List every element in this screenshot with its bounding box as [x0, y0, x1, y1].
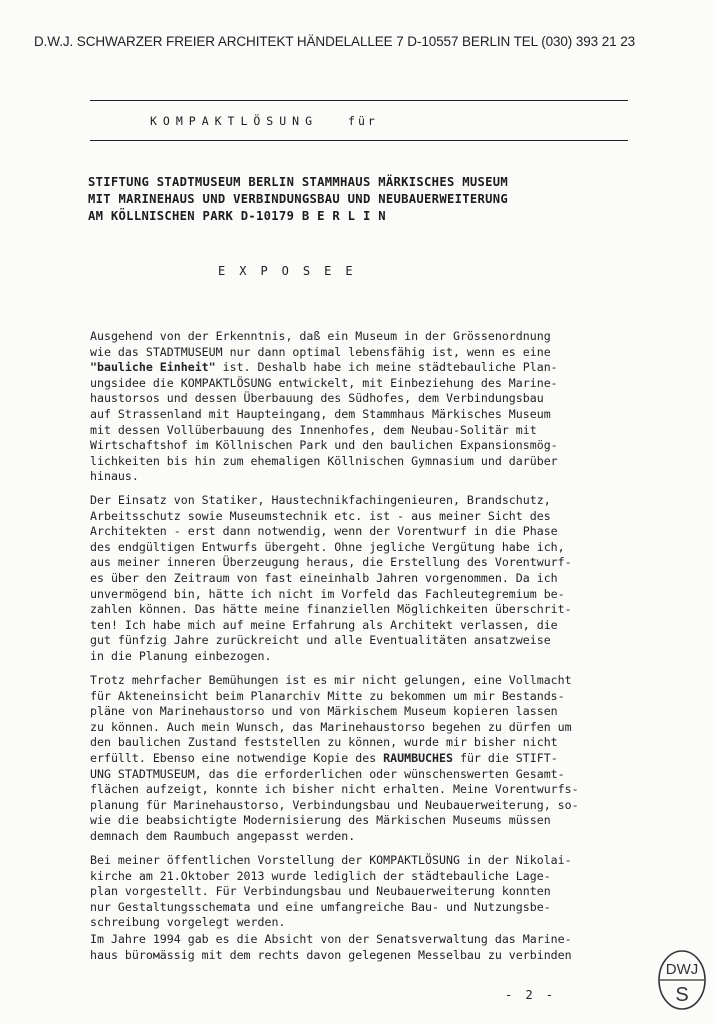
- paragraph-2: [90, 493, 690, 665]
- text-line: pläne von Marinehaustorso und von Märkischem Museum kopieren lassen: [90, 704, 558, 719]
- text-line: zahlen können. Das hätte meine finanziellen Möglichkeiten überschrit-: [90, 602, 572, 617]
- text-line: Trotz mehrfacher Bemühungen ist es mir nicht gelungen, eine Vollmacht: [90, 673, 572, 687]
- text-line: in die Planung einbezogen.: [90, 648, 272, 663]
- text-line: haus bürомässig mit dem rechts davon gelegenen Messelbau zu verbinden: [90, 947, 572, 962]
- stamp-line-2: S: [675, 984, 689, 1006]
- paragraph-5: [90, 932, 690, 963]
- text-line: unvermögend bin, hätte ich nicht im Vorfeld das Fachleutegremium be-: [90, 586, 565, 601]
- text-line: es über den Zeitraum von fast eineinhalb Jahren vorgenommen. Da ich: [90, 570, 558, 585]
- text-line: schreibung vorgelegt werden.: [90, 915, 286, 930]
- text-line: Arbeitsschutz sowie Museumstechnik etc. ist - aus meiner Sicht des: [90, 508, 551, 523]
- text-line: Ausgehend von der Erkenntnis, daß ein Museum in der Grössenordnung: [90, 329, 551, 343]
- text-line: für Akteneinsicht beim Planarchiv Mitte zu bekommen um mir Bestands-: [90, 688, 565, 703]
- page-number: - 2 -: [505, 988, 557, 1002]
- text-line: Im Jahre 1994 gab es die Absicht von der Senatsverwaltung das Marine-: [90, 932, 572, 946]
- bold-phrase: "bauliche Einheit": [90, 360, 216, 375]
- text-line: ungsidee die KOMPAKTLÖSUNG entwickelt, mit Einbeziehung des Marine-: [90, 375, 558, 390]
- heading-title: KOMPAKTLÖSUNG: [150, 114, 319, 128]
- expose-title: EXPOSEE: [218, 264, 367, 278]
- text-line: [90, 751, 690, 767]
- text-line: nur Gestaltungsschemata und eine umfangreiche Bau- und Nutzungsbe-: [90, 899, 551, 914]
- text-line: Wirtschaftshof im Köllnischen Park und den baulichen Expansionsmög-: [90, 438, 558, 453]
- letterhead: D.W.J. SCHWARZER FREIER ARCHITEKT HÄNDELALLEE 7 D-10557 BERLIN TEL (030) 393 21 23: [34, 34, 636, 49]
- text-line: planung für Marinehaustorso, Verbindungsbau und Neubauerweiterung, so-: [90, 797, 579, 812]
- text-fragment: erfüllt. Ebenso eine notwendige Kopie des: [90, 750, 384, 765]
- paragraph-3: [90, 673, 690, 845]
- stiftung-line: MIT MARINEHAUS UND VERBINDUNGSBAU UND NEUBAUERWEITERUNG: [88, 192, 509, 206]
- text-line: kirche am 21.Oktober 2013 wurde lediglich der städtebauliche Lage-: [90, 868, 551, 883]
- text-line: mit dessen Vollüberbauung des Innenhofes, dem Neubau-Solitär mit: [90, 422, 537, 437]
- text-line: Bei meiner öffentlichen Vorstellung der KOMPAKTLÖSUNG in der Nikolai-: [90, 853, 572, 867]
- stiftung-line: AM KÖLLNISCHEN PARK D-10179 B E R L I N: [88, 209, 386, 223]
- paragraph-1: [90, 329, 690, 485]
- text-line: gut fünfzig Jahre zurückreicht und alle Eventualitäten ansatzweise: [90, 633, 551, 648]
- heading: [150, 114, 378, 128]
- paragraph-4: [90, 853, 690, 931]
- text-fragment: für die STIFT-: [452, 750, 558, 765]
- text-line: hinaus.: [90, 469, 139, 484]
- stiftung-block: [88, 174, 648, 225]
- bold-phrase: RAUMBUCHES: [383, 750, 453, 765]
- text-line: UNG STADTMUSEUM, das die erforderlichen oder wünschenswerten Gesamt-: [90, 766, 565, 781]
- text-line: lichkeiten bis hin zum ehemaligen Köllnischen Gymnasium und darüber: [90, 453, 558, 468]
- text-line: aus meiner inneren Überzeugung heraus, die Erstellung des Vorentwurf-: [90, 555, 572, 570]
- text-line: demnach dem Raumbuch angepasst werden.: [90, 828, 356, 843]
- text-line: den baulichen Zustand feststellen zu können, wurde mir bisher nicht: [90, 735, 558, 750]
- text-line: haustorsos und dessen Überbauung des Südhofes, dem Verbindungsbau: [90, 391, 544, 406]
- text-line: ten! Ich habe mich auf meine Erfahrung als Architekt verlassen, die: [90, 617, 558, 632]
- text-line: plan vorgestellt. Für Verbindungsbau und Neubauerweiterung konnten: [90, 884, 551, 899]
- text-line: auf Strassenland mit Haupteingang, dem Stammhaus Märkisches Museum: [90, 406, 551, 421]
- text-line: wie das STADTMUSEUM nur dann optimal lebensfähig ist, wenn es eine: [90, 344, 551, 359]
- text-line: Architekten - erst dann notwendig, wenn der Vorentwurf in die Phase: [90, 524, 558, 539]
- heading-fuer: für: [348, 114, 378, 128]
- bottom-rule: [90, 140, 628, 141]
- text-line: des endgültigen Entwurfs übergeht. Ohne jegliche Vergütung habe ich,: [90, 539, 565, 554]
- top-rule: [90, 100, 628, 101]
- text-line: [90, 360, 690, 376]
- text-line: zu können. Auch mein Wunsch, das Marinehaustorso begehen zu dürfen um: [90, 719, 572, 734]
- text-line: wie die beabsichtigte Modernisierung des Märkischen Museums müssen: [90, 813, 551, 828]
- text-line: flächen aufzeigt, konnte ich bisher nicht erhalten. Meine Vorentwurfs-: [90, 782, 579, 797]
- dwjs-stamp-icon: [656, 948, 708, 1012]
- text-fragment: ist. Deshalb habe ich meine städtebauliche Plan-: [215, 360, 558, 375]
- stamp-line-1: DWJ: [665, 961, 699, 978]
- text-line: Der Einsatz von Statiker, Haustechnikfachingenieuren, Brandschutz,: [90, 493, 551, 507]
- stiftung-line: STIFTUNG STADTMUSEUM BERLIN STAMMHAUS MÄRKISCHES MUSEUM: [88, 175, 509, 189]
